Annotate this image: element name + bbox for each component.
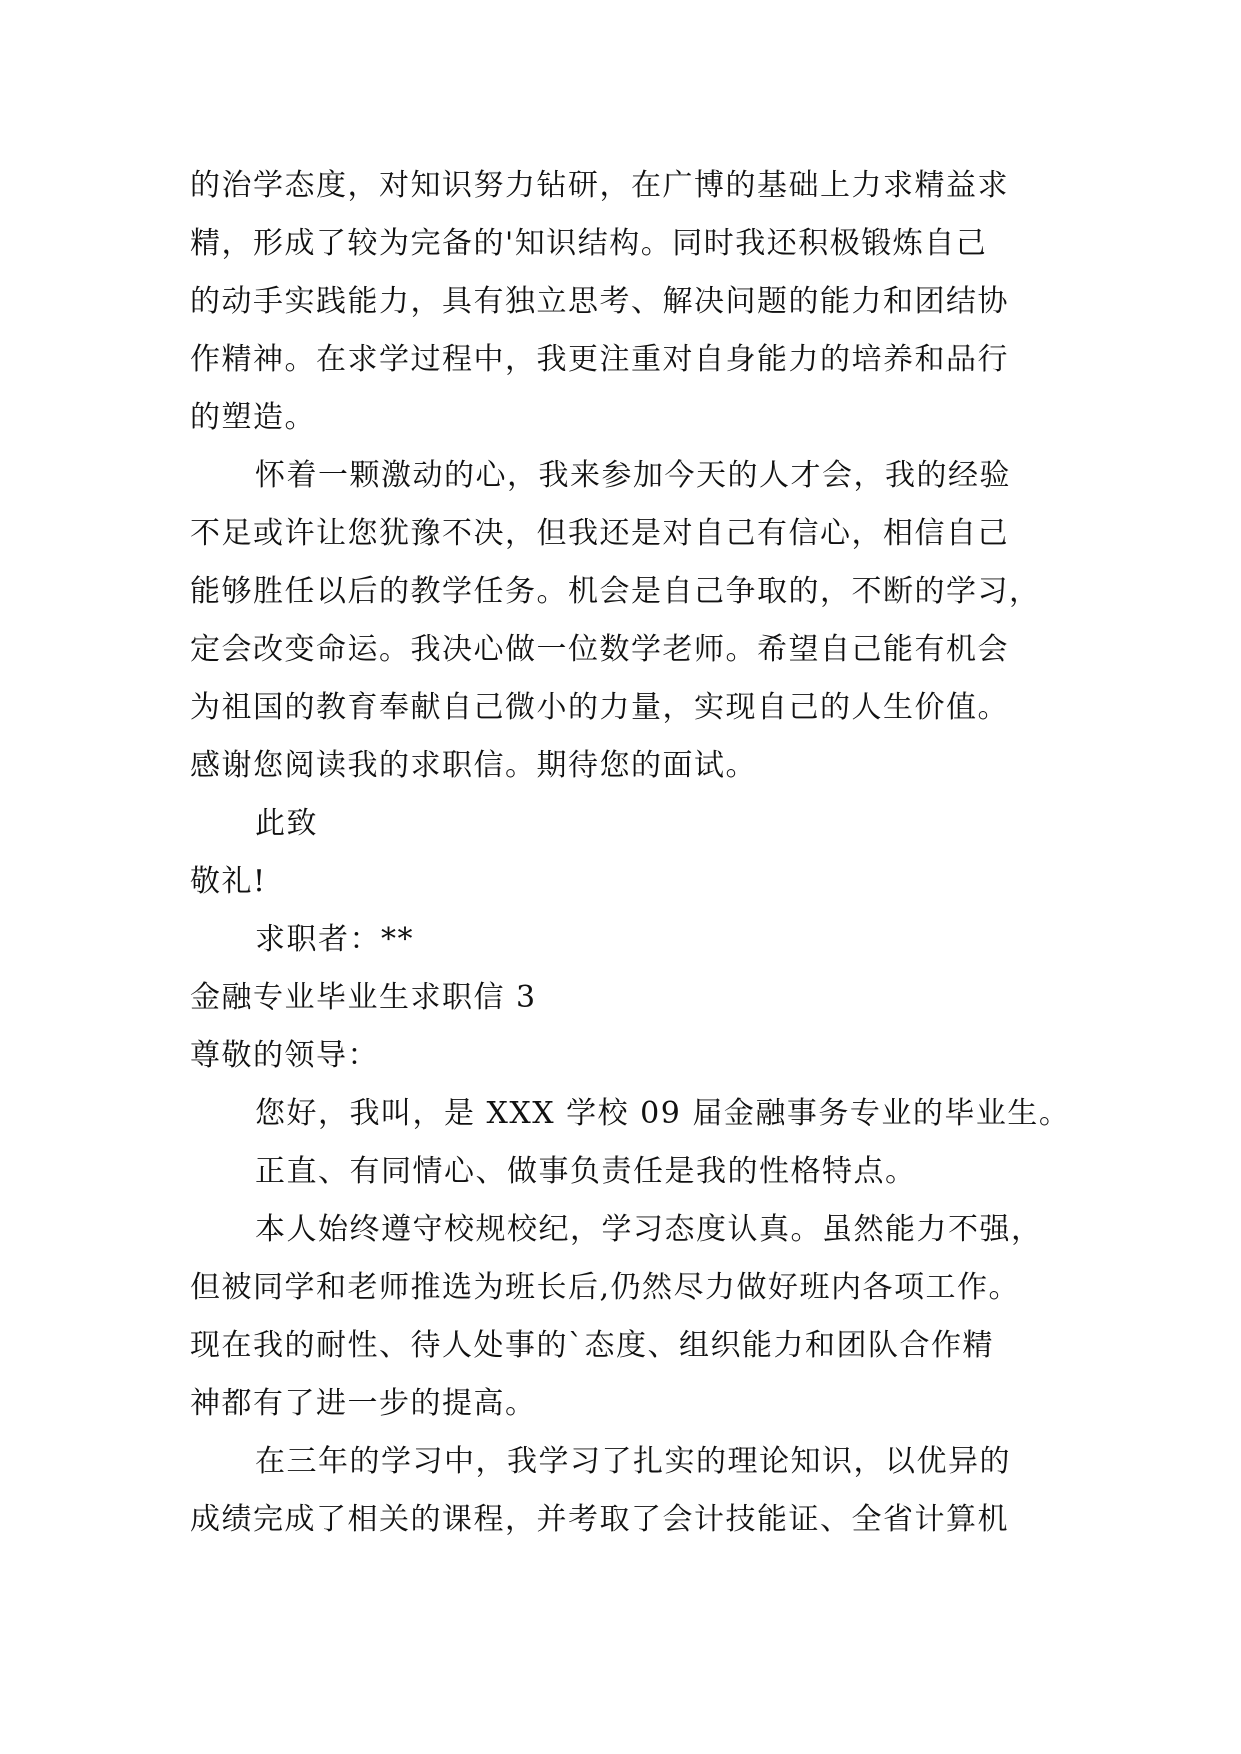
text-line: 为祖国的教育奉献自己微小的力量，实现自己的人生价值。 [190, 690, 1009, 725]
text-line: 的动手实践能力，具有独立思考、解决问题的能力和团结协 [190, 284, 1009, 319]
closing-regards: 敬礼! [190, 864, 267, 899]
paragraph-start: 您好，我叫，是 XXX 学校 09 届金融事务专业的毕业生。 [255, 1096, 1071, 1131]
greeting: 尊敬的领导： [190, 1038, 379, 1073]
paragraph-start: 正直、有同情心、做事负责任是我的性格特点。 [255, 1154, 917, 1189]
text-line: 现在我的耐性、待人处事的`态度、组织能力和团队合作精 [190, 1328, 994, 1363]
text-line: 但被同学和老师推选为班长后,仍然尽力做好班内各项工作。 [190, 1270, 1021, 1305]
paragraph-start: 本人始终遵守校规校纪，学习态度认真。虽然能力不强， [255, 1212, 1043, 1247]
paragraph-start: 怀着一颗激动的心，我来参加今天的人才会，我的经验 [255, 458, 1011, 493]
closing-salutation: 此致 [255, 806, 318, 841]
text-line: 成绩完成了相关的课程，并考取了会计技能证、全省计算机 [190, 1502, 1009, 1537]
text-line: 精，形成了较为完备的'知识结构。同时我还积极锻炼自己 [190, 226, 988, 261]
text-line: 的治学态度，对知识努力钻研，在广博的基础上力求精益求 [190, 168, 1009, 203]
signature-line: 求职者：** [255, 922, 414, 957]
text-line: 作精神。在求学过程中，我更注重对自身能力的培养和品行 [190, 342, 1009, 377]
paragraph-start: 在三年的学习中，我学习了扎实的理论知识，以优异的 [255, 1444, 1011, 1479]
text-line: 神都有了进一步的提高。 [190, 1386, 537, 1421]
text-line: 感谢您阅读我的求职信。期待您的面试。 [190, 748, 757, 783]
text-line: 定会改变命运。我决心做一位数学老师。希望自己能有机会 [190, 632, 1009, 667]
section-title: 金融专业毕业生求职信 3 [190, 980, 537, 1015]
text-line: 不足或许让您犹豫不决，但我还是对自己有信心，相信自己 [190, 516, 1009, 551]
text-line: 的塑造。 [190, 400, 316, 435]
text-line: 能够胜任以后的教学任务。机会是自己争取的，不断的学习， [190, 574, 1041, 609]
